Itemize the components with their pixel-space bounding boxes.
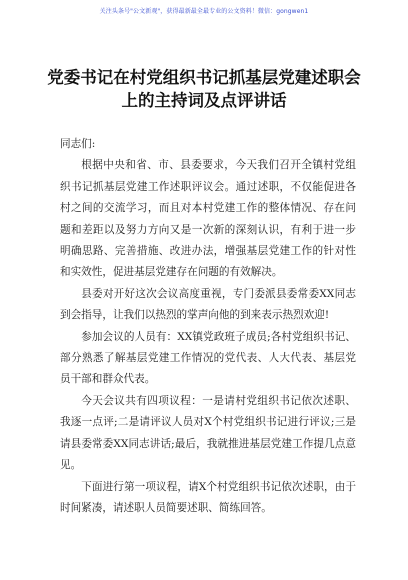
title-line-2: 上的主持词及点评讲话 (121, 91, 287, 110)
title-line-1: 党委书记在村党组织书记抓基层党建述职会 (47, 68, 361, 87)
paragraph-1: 根据中央和省、市、县委要求，今天我们召开全镇村党组织书记抓基层党建工作述职评议会。通过述职，不仅能促进各村之间的交流学习，而且对本村党建工作的整体情况、存在问题和差距以及努力方向又是一次新的深刻认识，有利于进一步明确思路、完善措施、改进办法，增强基层党建工作的针对性和实效性，促进基层党建存在问题的有效解决。 (60, 159, 356, 279)
document-body (60, 134, 356, 519)
document-title (40, 66, 368, 112)
paragraph-4: 今天会议共有四项议程：一是请村党组织书记依次述职、我逐一点评;二是请评议人员对X个村党组织书记进行评议;三是请县委常委XX同志讲话;最后，我就推进基层党建工作提几点意见。 (60, 394, 356, 472)
paragraph-5: 下面进行第一项议程，请X个村党组织书记依次述职，由于时间紧凑，请述职人员简要述职、简练回答。 (60, 480, 356, 514)
paragraph-3: 参加会议的人员有：XX镇党政班子成员;各村党组织书记、部分熟悉了解基层党建工作情况的党代表、人大代表、基层党员干部和群众代表。 (60, 330, 356, 386)
salutation: 同志们: (60, 138, 96, 150)
top-banner: 关注头条号"公文新观"，获得最新最全最专业的公文资料！微信：gongwen1 (99, 8, 309, 15)
paragraph-2: 县委对开好这次会议高度重视，专门委派县委常委XX同志到会指导，让我们以热烈的掌声向他的到来表示热烈欢迎! (60, 287, 356, 322)
